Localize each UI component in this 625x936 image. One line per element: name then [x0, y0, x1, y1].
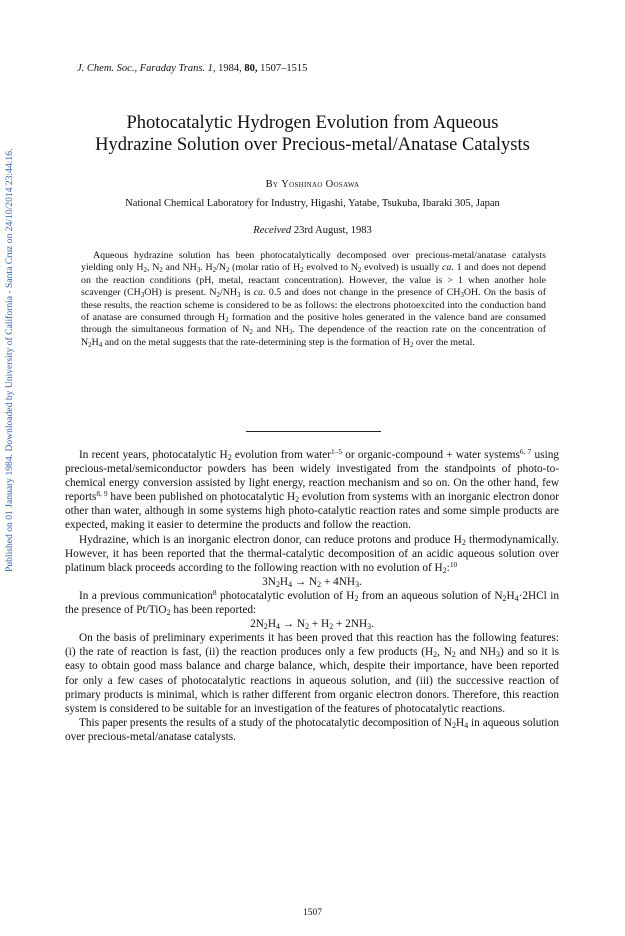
article-title	[40, 112, 585, 156]
abstract-paragraph: Aqueous hydrazine solution has been photocatalytically decomposed over precious-metal/anatase catalysts yielding only $H_2$, $N_2$ and $NH_3$. $H_2/N_2$ (molar ratio of $H_2$ evolved to $N_2$ evolved) is usually ca. 1 and does not depend on the reaction conditions (pH, metal, reactant concentration). However, the value is > 1 when another hole scavenger $(CH_3OH)$ is present. $N_2/NH_3$ is ca. 0.5 and does not change in the presence of $CH_3OH$. On the basis of these results, the reaction scheme is considered to be as follows: the electrons photoexcited into the conduction band of anatase are consumed through $H_2$ formation and the positive holes generated in the valence band are consumed through the simultaneous formation of $N_2$ and $NH_3$. The dependence of the reaction rate on the concentration of $N_2H_4$ and on the metal suggests that the rate-determining step is the formation of $H_2$ over the metal.	[81, 250, 547, 349]
page-number: 1507	[303, 908, 322, 918]
journal-volume: 80,	[244, 63, 258, 74]
body-paragraph-2: Hydrazine, which is an inorganic electron donor, can reduce protons and produce $H_2$ thermodynamically. However, it has been reported that the thermal-catalytic decomposition of an acidic aqueous solution over platinum black proceeds according to the following reaction with no evolution of $H_2:^{10}$	[65, 533, 559, 575]
download-notice: Published on 01 January 1984. Downloaded by University of California - Santa Cruz on 24/10/2014 23:44:16.	[4, 148, 15, 573]
author-prefix: By	[265, 179, 279, 190]
journal-name: J. Chem. Soc., Faraday Trans. 1,	[77, 63, 216, 74]
title-line-1: Photocatalytic Hydrogen Evolution from Aqueous	[126, 113, 499, 133]
title-line-2: Hydrazine Solution over Precious-metal/Anatase Catalysts	[95, 135, 530, 155]
abstract	[81, 250, 546, 349]
received-line	[60, 225, 565, 236]
journal-pages: 1507–1515	[260, 63, 308, 74]
received-label: Received	[253, 225, 292, 236]
body-paragraph-1: In recent years, photocatalytic $H_2$ evolution from water$^{1-5}$ or organic-compound + water systems$^{6, 7}$ using precious-metal/semiconductor powders has been widely investigated from the standpoints of photo-to-chemical energy conversion assisted by light energy, reaction mechanism and so on. On the other hand, few reports$^{8, 9}$ have been published on photocatalytic $H_2$ evolution from systems with an inorganic electron donor other than water, although in some systems high photo-catalytic reaction rates and some simple products are expected, making it easier to determine the products and follow the reaction.	[65, 447, 560, 532]
author-line	[60, 179, 565, 190]
journal-year: 1984,	[218, 63, 242, 74]
affiliation: National Chemical Laboratory for Industry, Higashi, Yatabe, Tsukuba, Ibaraki 305, Japan	[125, 198, 500, 209]
author-name: Yoshinao Oosawa	[281, 179, 360, 190]
body-paragraph-5: This paper presents the results of a study of the photocatalytic decomposition of $N_2H_4$ in aqueous solution over precious-metal/anatase catalysts.	[65, 716, 559, 743]
body-paragraph-4: On the basis of preliminary experiments it has been proved that this reaction has the following features: (i) the rate of reaction is fast, (ii) the reaction produces only a few products ($H_2$, $N_2$ and $NH_3$) and so it is easy to obtain good mass balance and charge balance, which, despite their importance, have been reported for only a few cases of photocatalytic reactions in aqueous solution, and (iii) the successive reaction of primary products is minimal, which is rather different from organic electron donors. Therefore, this reaction system is considered to be suitable for an investigation of the features of photocatalytic reactions.	[65, 632, 559, 715]
section-divider	[246, 431, 381, 432]
equation-1: $3N_2H_4 \to N_2 + 4NH_3$.	[262, 575, 362, 589]
journal-header	[77, 63, 307, 74]
body-paragraph-3: In a previous communication$^8$ photocatalytic evolution of $H_2$ from an aqueous solution of $N_2H_4\cdot 2HCl$ in the presence of Pt/TiO$_2$ has been reported:	[65, 587, 560, 618]
equation-2: $2N_2H_4 \to N_2 + H_2 + 2NH_3$.	[250, 618, 374, 632]
article-body	[65, 448, 559, 744]
received-date: 23rd August, 1983	[293, 225, 372, 236]
